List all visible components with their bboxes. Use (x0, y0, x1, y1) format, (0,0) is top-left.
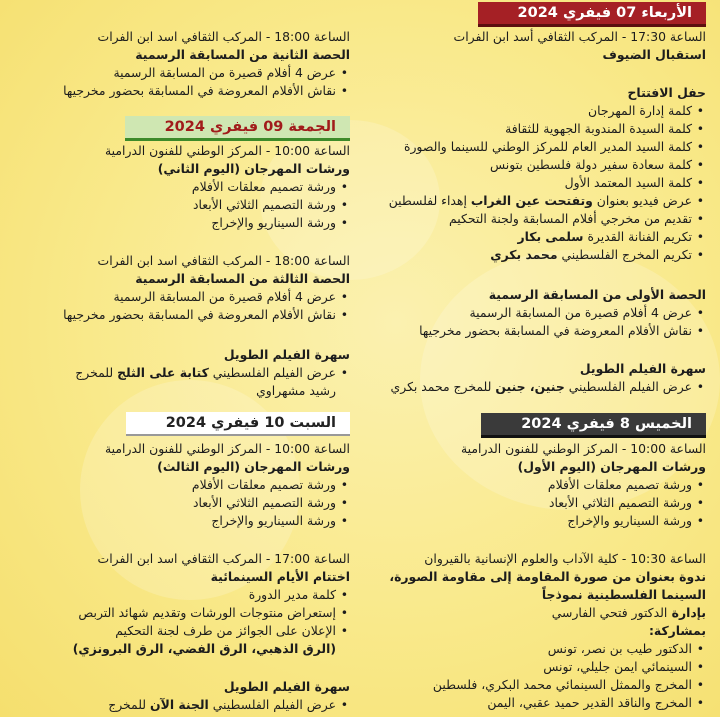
list-item: • ورشة التصميم الثلاثي الأبعاد (8, 196, 350, 214)
list-item: • عرض 4 أفلام قصيرة من المسابقة الرسمية (8, 64, 350, 82)
second-competition-section (8, 28, 350, 100)
time-line: الساعة 17:00 - المركب الثقافي اسد ابن الفرات (97, 551, 350, 566)
list-item: • المخرج والممثل السينمائي محمد البكري، فلسطين (354, 676, 706, 694)
list-item: • كلمة مدير الدورة (8, 586, 350, 604)
awards-list: (الرق الذهبي، الرق الفضي، الرق البرونزي) (72, 641, 336, 656)
list-item: • ورشة السيناريو والإخراج (8, 214, 350, 232)
video-post: إهداء لفلسطين (388, 193, 471, 208)
workshops-title: ورشات المهرجان (اليوم الثاني) (157, 161, 350, 176)
list-item: • عرض 4 أفلام قصيرة من المسابقة الرسمية (8, 288, 350, 306)
competition-title: الحصة الثالثة من المسابقة الرسمية (135, 271, 350, 286)
right-column (354, 0, 706, 717)
reception-title: استقبال الضيوف (602, 47, 706, 62)
feature-post: للمخرج (75, 365, 118, 380)
opening-section (354, 84, 706, 264)
honor-actress-name: سلمى بكار (517, 229, 584, 244)
moderation-pre: بإدارة (667, 605, 706, 620)
closing-section (8, 550, 350, 658)
list-item: • إستعراض منتوجات الورشات وتقديم شهائد التربص (8, 604, 350, 622)
list-item: • كلمة إدارة المهرجان (354, 102, 706, 120)
feature-pre: عرض الفيلم الفلسطيني (208, 697, 336, 712)
wednesday-feature-section (354, 360, 706, 396)
list-item-honor-actress (354, 228, 706, 246)
list-item: • نقاش الأفلام المعروضة في المسابقة بحضور مخرجيها (354, 322, 706, 340)
friday-workshops-section (8, 142, 350, 232)
list-item: • نقاش الأفلام المعروضة في المسابقة بحضور مخرجيها (8, 306, 350, 324)
list-item: • الإعلان على الجوائز من طرف لجنة التحكيم (8, 622, 350, 640)
seminar-title-line2: السينما الفلسطينية نموذجاً (541, 587, 706, 602)
list-item: • نقاش الأفلام المعروضة في المسابقة بحضور مخرجيها (8, 82, 350, 100)
list-item: • ورشة السيناريو والإخراج (8, 512, 350, 530)
list-item: • ورشة التصميم الثلاثي الأبعاد (8, 494, 350, 512)
list-item: • عرض 4 أفلام قصيرة من المسابقة الرسمية (354, 304, 706, 322)
third-competition-section (8, 252, 350, 324)
list-item: • ورشة تصميم معلقات الأفلام (8, 178, 350, 196)
list-item-video (354, 192, 706, 210)
closing-title: اختتام الأيام السينمائية (210, 569, 350, 584)
list-item: • ورشة تصميم معلقات الأفلام (354, 476, 706, 494)
workshops-title: ورشات المهرجان (اليوم الأول) (517, 459, 706, 474)
feature-title: سهرة الفيلم الطويل (579, 361, 706, 376)
saturday-workshops-section (8, 440, 350, 530)
time-line: الساعة 10:00 - المركز الوطني للفنون الدرامية (105, 441, 350, 456)
feature-pre: عرض الفيلم الفلسطيني (564, 379, 692, 394)
feature-pre: عرض الفيلم الفلسطيني (208, 365, 336, 380)
friday-feature-section (8, 346, 350, 400)
first-competition-section (354, 286, 706, 340)
feature-post: للمخرج محمد بكري (390, 379, 496, 394)
feature-film-title: الجنة الآن (150, 697, 209, 712)
list-item: • كلمة السيد المدير العام للمركز الوطني للسينما والصورة (354, 138, 706, 156)
opening-title: حفل الافتتاح (627, 85, 706, 100)
left-column (8, 0, 350, 717)
feature-film-title: جنين، جنين (495, 379, 565, 394)
wednesday-reception-section (354, 28, 706, 64)
time-line: الساعة 18:00 - المركب الثقافي اسد ابن الفرات (97, 253, 350, 268)
day-header-saturday: السبت 10 فيفري 2024 (126, 412, 350, 436)
feature-director: رشيد مشهراوي (256, 383, 336, 398)
feature-title: سهرة الفيلم الطويل (223, 347, 350, 362)
list-item: • ورشة السيناريو والإخراج (354, 512, 706, 530)
list-item: • ورشة التصميم الثلاثي الأبعاد (354, 494, 706, 512)
time-line: الساعة 10:00 - المركز الوطني للفنون الدرامية (461, 441, 706, 456)
list-item-feature (354, 378, 706, 396)
time-line: الساعة 18:00 - المركب الثقافي اسد ابن الفرات (97, 29, 350, 44)
list-item: • كلمة سعادة سفير دولة فلسطين بتونس (354, 156, 706, 174)
day-header-thursday: الخميس 8 فيفري 2024 (481, 413, 706, 438)
list-item: • تقديم من مخرجي أفلام المسابقة ولجنة التحكيم (354, 210, 706, 228)
honor-director-name: محمد بكري (490, 247, 558, 262)
saturday-feature-section (8, 678, 350, 714)
list-item-honor-director (354, 246, 706, 264)
feature-post: للمخرج (108, 697, 151, 712)
honor-director-pre: تكريم المخرج الفلسطيني (557, 247, 692, 262)
list-item: • ورشة تصميم معلقات الأفلام (8, 476, 350, 494)
honor-actress-pre: تكريم الفنانة القديرة (583, 229, 692, 244)
competition-title: الحصة الأولى من المسابقة الرسمية (488, 287, 706, 302)
seminar-section (354, 550, 706, 712)
day-header-wednesday: الأربعاء 07 فيفري 2024 (478, 2, 706, 27)
list-item: • السينمائي ايمن جليلي، تونس (354, 658, 706, 676)
list-item: • المخرج والناقد القدير حميد عقبي، اليمن (354, 694, 706, 712)
video-title: وتفتحت عين الغراب (470, 193, 593, 208)
day-header-friday: الجمعة 09 فيفري 2024 (125, 116, 350, 141)
video-pre: عرض فيديو بعنوان (592, 193, 692, 208)
time-line: الساعة 10:00 - المركز الوطني للفنون الدرامية (105, 143, 350, 158)
feature-film-title: كتابة على الثلج (117, 365, 209, 380)
seminar-time: الساعة 10:30 - كلية الآداب والعلوم الإنسانية بالقيروان (424, 551, 706, 566)
time-line: الساعة 17:30 - المركب الثقافي أسد ابن الفرات (453, 29, 706, 44)
seminar-title-line1: ندوة بعنوان من صورة المقاومة إلى مقاومة الصورة، (389, 569, 706, 584)
list-item: • كلمة السيدة المندوبة الجهوية للثقافة (354, 120, 706, 138)
list-item: • كلمة السيد المعتمد الأول (354, 174, 706, 192)
list-item: • الدكتور طيب بن نصر، تونس (354, 640, 706, 658)
moderation-line (354, 604, 706, 622)
competition-title: الحصة الثانية من المسابقة الرسمية (135, 47, 350, 62)
moderation-name: الدكتور فتحي الفارسي (551, 605, 668, 620)
feature-title: سهرة الفيلم الطويل (223, 679, 350, 694)
participation-label: بمشاركة: (648, 623, 706, 638)
list-item-feature (8, 696, 350, 714)
list-item-feature (8, 364, 350, 382)
workshops-title: ورشات المهرجان (اليوم الثالث) (157, 459, 350, 474)
thursday-workshops-section (354, 440, 706, 530)
